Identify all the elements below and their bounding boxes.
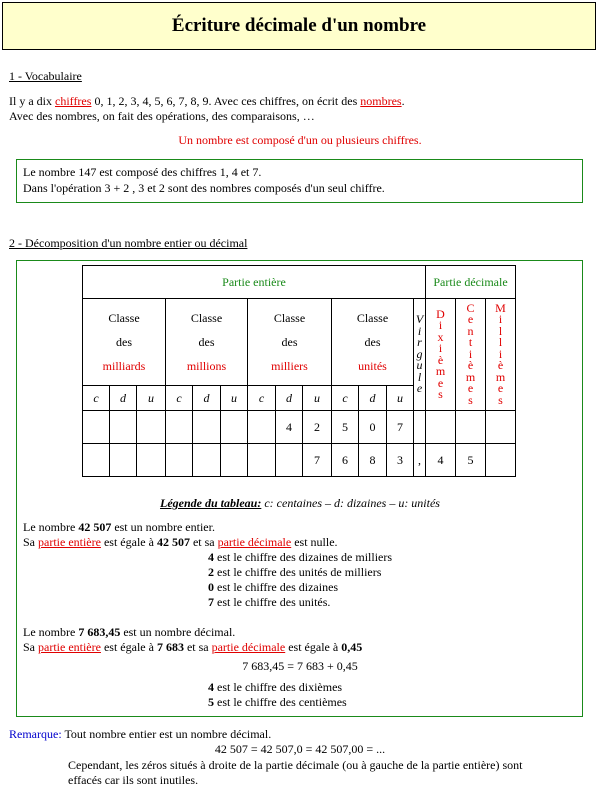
text-run: est le chiffre des unités de milliers	[214, 565, 382, 579]
example-line1: Le nombre 147 est composé des chiffres 1, 4 et 7.	[23, 165, 262, 179]
rule-statement: Un nombre est composé d'un ou plusieurs chiffres.	[178, 133, 422, 147]
vocab-paragraph2: Avec des nombres, on fait des opérations, des comparaisons, …	[9, 109, 315, 123]
class-label: des	[116, 335, 132, 349]
digit: 2	[208, 565, 214, 579]
example-line2: Dans l'opération 3 + 2 , 3 et 2 sont des nombres composés d'un seul chiffre.	[23, 181, 385, 195]
legend-label: Légende du tableau:	[160, 496, 262, 510]
table-cell: 7	[387, 411, 414, 444]
table-cell: 2	[303, 411, 332, 444]
remarque-line1	[9, 727, 271, 742]
text-run: est égale à	[100, 640, 157, 654]
text-run: Le nombre	[23, 520, 79, 534]
term-nombres: nombres	[360, 94, 402, 108]
class-millions	[166, 299, 248, 386]
digit: 0	[208, 580, 214, 594]
ex1-line1	[23, 520, 215, 535]
table-cell	[193, 444, 221, 477]
table-cell: 4	[426, 444, 456, 477]
class-milliers	[248, 299, 332, 386]
section2-heading: 2 - Décomposition d'un nombre entier ou décimal	[9, 236, 248, 250]
column-letter: d	[193, 386, 221, 411]
decomposition-table	[82, 265, 516, 477]
remarque-line4: effacés car ils sont inutiles.	[68, 773, 199, 787]
text-run: est le chiffre des dixièmes	[214, 680, 343, 694]
example-box	[16, 159, 583, 203]
table-cell: 4	[276, 411, 303, 444]
list-item	[208, 695, 347, 710]
text-run: est un nombre décimal.	[120, 625, 236, 639]
digit: 4	[208, 680, 214, 694]
table-cell	[486, 444, 516, 477]
ex1-line2	[23, 535, 338, 550]
table-cell: 7	[303, 444, 332, 477]
ex2-line2	[23, 640, 362, 655]
section1-heading: 1 - Vocabulaire	[9, 69, 82, 83]
text-run: est le chiffre des dizaines	[214, 580, 339, 594]
list-item	[208, 565, 392, 580]
term-chiffres: chiffres	[55, 94, 92, 108]
class-milliards	[83, 299, 166, 386]
remarque-equation: 42 507 = 42 507,0 = 42 507,00 = ...	[214, 742, 386, 756]
text-run: .	[401, 94, 405, 108]
table-header-row	[83, 266, 516, 299]
centiemes-column: C e n t i è m e s	[456, 299, 486, 411]
table-cell	[166, 411, 193, 444]
table-cell	[110, 411, 137, 444]
text-run: Le nombre	[23, 625, 79, 639]
text-run: est nulle.	[291, 535, 338, 549]
table-cell	[110, 444, 137, 477]
text-run: est le chiffre des centièmes	[214, 695, 347, 709]
text-run: Sa	[23, 535, 38, 549]
table-cell	[426, 411, 456, 444]
table-row	[83, 411, 516, 444]
digit: 5	[208, 695, 214, 709]
ex2-line1	[23, 625, 235, 640]
table-cell	[248, 444, 276, 477]
legend-text: c: centaines – d: dizaines – u: unités	[264, 496, 440, 510]
class-label: Classe	[273, 311, 306, 325]
number: 42 507	[78, 520, 112, 534]
table-cell	[137, 411, 166, 444]
ex1-digit-list	[208, 550, 392, 610]
class-name: milliards	[102, 359, 146, 373]
class-label: des	[364, 335, 381, 349]
number: 7 683,45	[78, 625, 121, 639]
list-item	[208, 550, 392, 565]
column-letter: u	[221, 386, 248, 411]
table-cell	[137, 444, 166, 477]
table-cell: 5	[456, 444, 486, 477]
text-run: et sa	[183, 640, 212, 654]
header-partie-decimale: Partie décimale	[426, 266, 516, 299]
text-run: est le chiffre des dizaines de milliers	[214, 550, 393, 564]
list-item	[208, 580, 392, 595]
digit: 7	[208, 595, 214, 609]
number: 42 507	[156, 535, 190, 549]
column-letter: c	[83, 386, 110, 411]
number: 0,45	[341, 640, 363, 654]
column-letter: u	[303, 386, 332, 411]
header-partie-entiere: Partie entière	[83, 266, 426, 299]
text-run: Tout nombre entier est un nombre décimal.	[61, 727, 272, 741]
table-cell	[486, 411, 516, 444]
table-cell	[166, 444, 193, 477]
term-partie-entiere: partie entière	[38, 640, 101, 654]
class-label: des	[281, 335, 298, 349]
table-cell	[248, 411, 276, 444]
term-partie-decimale: partie décimale	[211, 640, 286, 654]
column-letter: d	[110, 386, 137, 411]
column-letter: u	[137, 386, 166, 411]
milliemes-column: M i l l i è m e s	[486, 299, 516, 411]
table-cell: 8	[359, 444, 387, 477]
table-cell: 6	[332, 444, 359, 477]
number: 7 683	[156, 640, 184, 654]
column-letter: c	[166, 386, 193, 411]
table-cell	[83, 411, 110, 444]
list-item	[208, 680, 347, 695]
table-cell	[276, 444, 303, 477]
class-name: milliers	[271, 359, 308, 373]
column-letter: d	[359, 386, 387, 411]
table-row	[83, 444, 516, 477]
text-run: 0, 1, 2, 3, 4, 5, 6, 7, 8, 9. Avec ces chiffres, on écrit des	[91, 94, 361, 108]
remarque-label: Remarque:	[9, 727, 62, 741]
class-name: millions	[186, 359, 227, 373]
class-label: Classe	[190, 311, 223, 325]
virgule-column: V i r g u l e	[414, 299, 426, 411]
table-cell	[83, 444, 110, 477]
table-cell	[221, 444, 248, 477]
table-cell	[193, 411, 221, 444]
list-item	[208, 595, 392, 610]
column-letter: c	[332, 386, 359, 411]
column-letter: u	[387, 386, 414, 411]
class-label: Classe	[356, 311, 389, 325]
remarque-line3: Cependant, les zéros situés à droite de la partie décimale (ou à gauche de la partie entière) sont	[68, 758, 523, 772]
column-letter: d	[276, 386, 303, 411]
class-label: Classe	[108, 311, 140, 325]
vocab-paragraph1	[9, 94, 405, 109]
table-class-row	[83, 299, 516, 386]
text-run: Sa	[23, 640, 38, 654]
class-unites	[332, 299, 414, 386]
page-title: Écriture décimale d'un nombre	[2, 2, 596, 50]
text-run: est égale à	[100, 535, 157, 549]
text-run: est égale à	[285, 640, 342, 654]
term-partie-decimale: partie décimale	[217, 535, 292, 549]
dixiemes-column: D i x i è m e s	[426, 299, 456, 411]
class-name: unités	[358, 359, 387, 373]
text-run: et sa	[189, 535, 218, 549]
table-cell: 5	[332, 411, 359, 444]
ex2-digit-list	[208, 680, 347, 710]
table-cell: 3	[387, 444, 414, 477]
text-run: est un nombre entier.	[111, 520, 215, 534]
digit: 4	[208, 550, 214, 564]
table-cell	[414, 411, 426, 444]
table-cell	[456, 411, 486, 444]
table-legend	[0, 496, 600, 511]
ex2-equation: 7 683,45 = 7 683 + 0,45	[242, 659, 358, 673]
column-letter: c	[248, 386, 276, 411]
text-run: Il y a dix	[9, 94, 55, 108]
text-run: est le chiffre des unités.	[214, 595, 331, 609]
term-partie-entiere: partie entière	[38, 535, 101, 549]
table-cell: 0	[359, 411, 387, 444]
table-cell: ,	[414, 444, 426, 477]
class-label: des	[198, 335, 215, 349]
table-cell	[221, 411, 248, 444]
